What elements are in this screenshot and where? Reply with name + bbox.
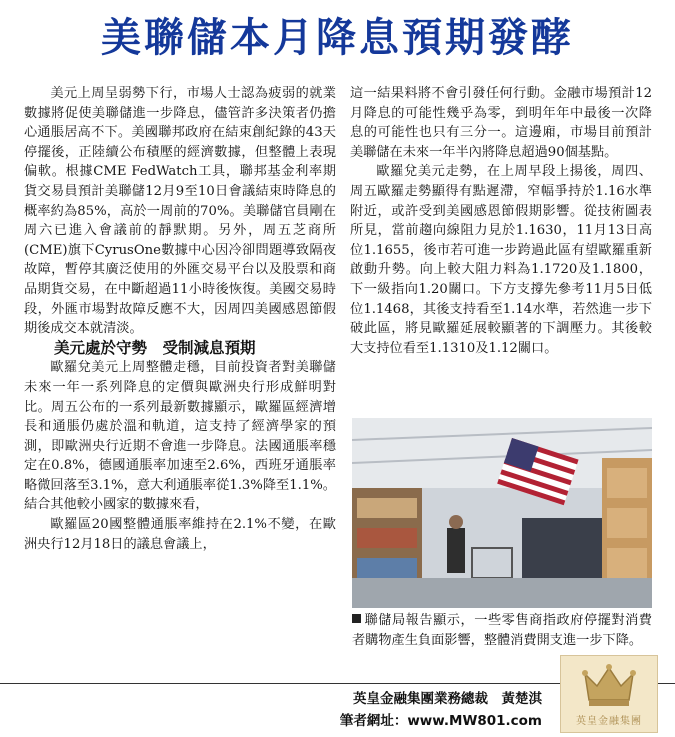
subheading: 美元處於守勢 受制減息預期 bbox=[54, 338, 256, 357]
headline: 美聯儲本月降息預期發酵 bbox=[101, 15, 574, 61]
author-title: 英皇金融集團業務總裁 黃楚淇 bbox=[353, 691, 542, 707]
company-logo bbox=[560, 655, 658, 733]
square-bullet-icon bbox=[352, 614, 361, 623]
paragraph: 歐羅區20國整體通脹率維持在2.1%不變，在歐洲央行12月18日的議息會議上， bbox=[24, 517, 336, 552]
logo-text: 英皇金融集團 bbox=[576, 716, 642, 727]
photo-caption bbox=[352, 611, 652, 651]
paragraph: 這一結果料將不會引發任何行動。金融市場預計12月降息的可能性幾乎為零，到明年年中最後一次降息的可能性也只有三分一。這邊廂，市場目前預計美聯儲在未來一年半內將降息超過90個基點。 bbox=[350, 86, 652, 160]
author-website: 筆者網址：www.MW801.com bbox=[339, 713, 542, 729]
author-byline bbox=[340, 688, 542, 732]
article-column-left bbox=[24, 84, 336, 554]
warehouse-store-image bbox=[352, 418, 652, 608]
store-photo bbox=[352, 418, 652, 608]
paragraph: 美元上周呈弱勢下行，市場人士認為疲弱的就業數據將促使美聯儲進一步降息，儘管許多決策者仍擔心通脹居高不下。美國聯邦政府在結束創紀錄的43天停擺後，正陸續公布積壓的經濟數據，但整體上表現偏軟。根據CME FedWatch工具，聯邦基金利率期貨交易員預計美聯儲12月9至10日會議結束時降息的概率約為85%，高於一周前的70%。美聯儲官員剛在周六已進入會議前的靜默期。另外，周五芝商所(CME)旗下CyrusOne數據中心因冷卻問題導致隔夜故障，暫停其廣泛使用的外匯交易平台以及股票和商品期貨交易，在中斷超過11小時後恢復。美國交易時段，外匯市場對故障反應不大，因周四美國感恩節假期後成交本就清淡。 bbox=[24, 86, 336, 337]
caption-text: 聯儲局報告顯示，一些零售商指政府停擺對消費者購物產生負面影響，整體消費開支進一步下降。 bbox=[352, 613, 652, 648]
paragraph: 歐羅兌美元上周整體走穩，目前投資者對美聯儲未來一年一系列降息的定價與歐洲央行形成鮮明對比。周五公布的一系列最新數據顯示，歐羅區經濟增長和通脹仍處於溫和軌道，這支持了經濟學家的預測，即歐洲央行近期不會進一步降息。法國通脹率穩定在0.8%，德國通脹率加速至2.6%，西班牙通脹率略微回落至3.1%，意大利通脹率從1.3%降至1.1%。結合其他較小國家的數據來看， bbox=[24, 360, 336, 513]
paragraph: 歐羅兌美元走勢，在上周早段上揚後，周四、周五歐羅走勢顯得有點遲滯，窄幅爭持於1.16水準附近，或許受到美國感恩節假期影響。從技術圖表所見，當前趨向線阻力見於1.1630，11月13日高位1.1655，後市若可進一步跨過此區有望歐羅重新啟動升勢。向上較大阻力料為1.1720及1.1800，下一級指向1.20關口。下方支撐先參考11月5日低位1.1468，其後支持看至1.14水準，若然進一步下破此區，將見歐羅延展較顯著的下調壓力。其後較大支持位看至1.1310及1.12關口。 bbox=[350, 164, 652, 356]
crown-icon bbox=[561, 656, 657, 716]
article-column-right bbox=[350, 84, 652, 358]
